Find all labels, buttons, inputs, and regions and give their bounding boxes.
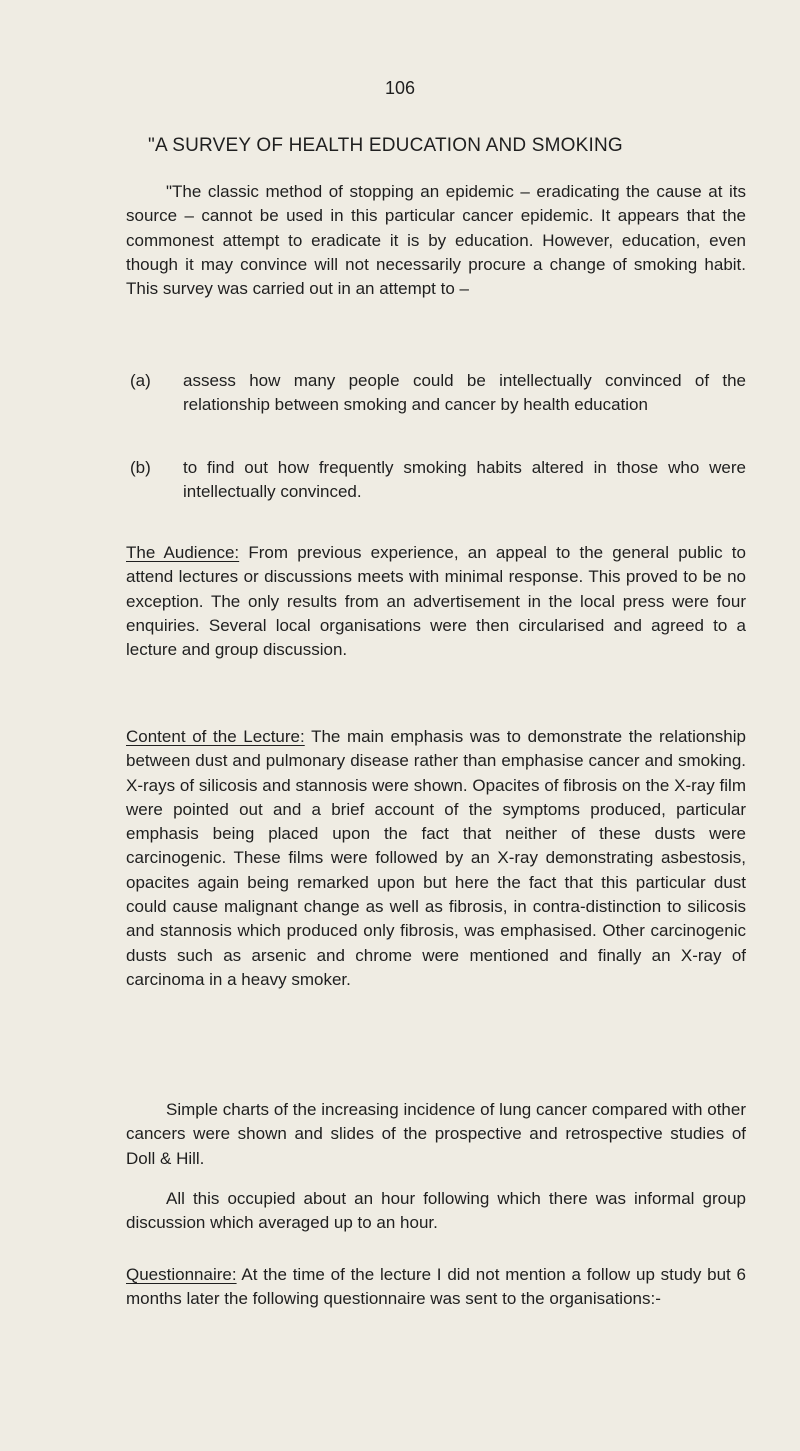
audience-text: From previous experience, an appeal to the general public to attend lectures or discussions meets with minimal response. This proved to be no exception. The only results from an advertisement in the local press were four enquiries. Several local organisations were then circularised and agreed to a lecture and group discussion. xyxy=(126,543,746,660)
questionnaire-label: Questionnaire: xyxy=(126,1265,237,1284)
lecture-content-text: The main emphasis was to demonstrate the relationship between dust and pulmonary disease rather than emphasise cancer and smoking. X-rays of silicosis and stannosis were shown. Opacites of fibrosis on the X-ray film were pointed out and a brief account of the symptoms produced, particular emphasis being placed upon the fact that neither of these dusts were carcinogenic. These films were followed by an X-ray demonstrating asbestosis, opacites again being remarked upon but here the fact that this particular dust could cause malignant change as well as fibrosis, in contra-distinction to silicosis and stannosis which produced only fibrosis, was emphasised. Other carcinogenic dusts such as arsenic and chrome were mentioned and finally an X-ray of carcinoma in a heavy smoker. xyxy=(126,727,746,989)
questionnaire-paragraph xyxy=(126,1263,746,1312)
lecture-content-label: Content of the Lecture: xyxy=(126,727,305,746)
charts-paragraph: Simple charts of the increasing incidence of lung cancer compared with other cancers were shown and slides of the prospective and retrospective studies of Doll & Hill. xyxy=(126,1100,746,1168)
audience-label: The Audience: xyxy=(126,543,240,562)
list-item-a xyxy=(130,369,746,418)
questionnaire-text: At the time of the lecture I did not mention a follow up study but 6 months later the following questionnaire was sent to the organisations:- xyxy=(126,1265,746,1309)
page-number: 106 xyxy=(384,78,416,98)
section-heading: "A SURVEY OF HEALTH EDUCATION AND SMOKING xyxy=(148,135,623,156)
list-marker-a: (a) xyxy=(130,371,151,390)
intro-paragraph: "The classic method of stopping an epidemic – eradicating the cause at its source – cannot be used in this particular cancer epidemic. It appears that the commonest attempt to eradicate it is by education. However, education, even though it may convince will not necessarily procure a change of smoking habit. This survey was carried out in an attempt to – xyxy=(126,182,746,299)
list-marker-b: (b) xyxy=(130,458,151,477)
list-item-b xyxy=(130,456,746,505)
list-text-b: to find out how frequently smoking habits altered in those who were intellectually convinced. xyxy=(183,458,746,502)
discussion-paragraph: All this occupied about an hour following which there was informal group discussion which averaged up to an hour. xyxy=(126,1189,746,1233)
list-text-a: assess how many people could be intellectually convinced of the relationship between smoking and cancer by health education xyxy=(183,371,746,415)
audience-paragraph xyxy=(126,541,746,662)
lecture-content-paragraph xyxy=(126,725,746,992)
